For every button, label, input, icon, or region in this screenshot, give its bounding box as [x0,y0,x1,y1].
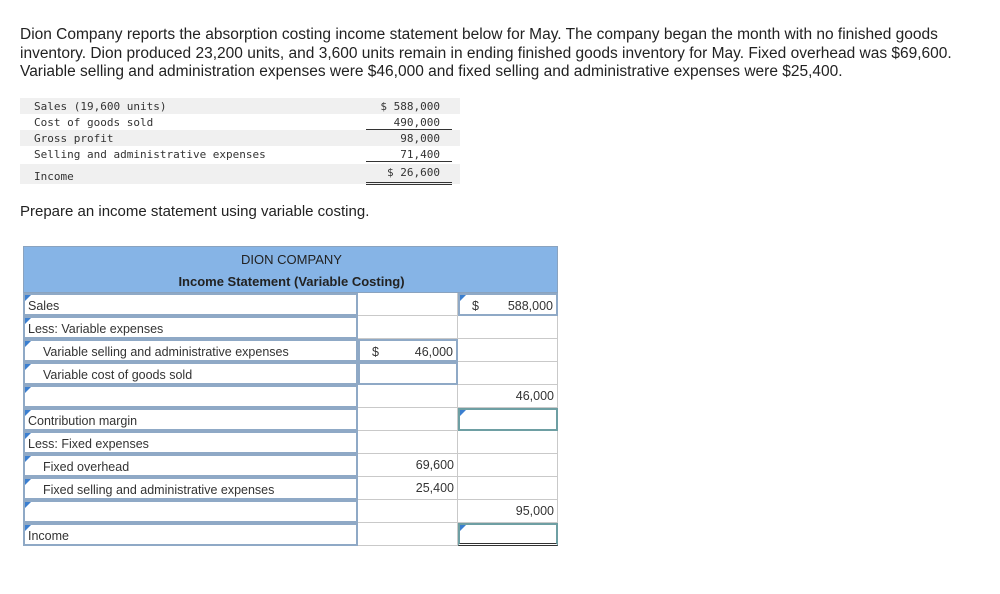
amount-cell [458,454,558,477]
flag-marker [25,364,31,370]
statement-row [23,316,558,339]
flag-marker [460,295,466,301]
amount-cell [358,293,458,316]
account-input[interactable] [23,362,358,385]
given-label: Sales (19,600 units) [34,100,167,113]
amount-cell [358,316,458,339]
statement-header [23,246,558,293]
amount-cell [358,385,458,408]
instruction-text: Prepare an income statement using variable costing. [20,203,370,220]
given-row [20,114,460,130]
given-amount: 490,000 [393,116,440,129]
underline-rule [366,182,452,183]
account-input[interactable] [23,500,358,523]
dollar-sign: $ [472,299,479,313]
amount-value: 95,000 [515,504,554,518]
statement-row [23,500,558,523]
statement-row [23,454,558,477]
statement-row [23,362,558,385]
amount-cell [458,339,558,362]
given-amount: 98,000 [400,132,440,145]
account-input[interactable] [23,385,358,408]
account-label: Sales [28,299,60,313]
problem-intro: Dion Company reports the absorption costing income statement below for May. The company began the month with no finished goods inventory. Dion produced 23,200 units, and 3,600 units remain in ending finished goods inventory for May. Fixed overhead was $69,600. Variable selling and administration expenses were $46,000 and fixed selling and administrative expenses were $25,400. [20,26,952,80]
amount-cell [458,316,558,339]
statement-row [23,293,558,316]
amount-input[interactable] [458,408,558,431]
account-label: Contribution margin [28,414,138,428]
absorption-income-statement [20,98,460,184]
account-input[interactable] [23,293,358,316]
amount-cell [458,362,558,385]
underline-rule [366,184,452,185]
flag-marker [25,387,31,393]
given-label: Selling and administrative expenses [34,148,266,161]
statement-row [23,431,558,454]
amount-cell [358,500,458,523]
given-amount: 71,400 [400,148,440,161]
income-amount-input[interactable] [458,523,558,546]
flag-marker [460,525,466,531]
given-row [20,98,460,114]
flag-marker [25,502,31,508]
amount-value: 588,000 [507,299,553,313]
company-name: DION COMPANY [241,252,342,267]
account-label: Variable selling and administrative expenses [43,345,289,359]
statement-title: Income Statement (Variable Costing) [178,274,405,289]
amount-cell [358,477,458,500]
statement-row [23,477,558,500]
amount-cell [458,477,558,500]
amount-value: 25,400 [415,481,454,495]
given-row [20,146,460,162]
amount-input[interactable] [458,293,558,316]
flag-marker [25,341,31,347]
account-label: Less: Fixed expenses [28,437,149,451]
flag-marker [25,479,31,485]
account-input[interactable] [23,454,358,477]
given-row [20,130,460,146]
given-row [20,164,460,184]
amount-input[interactable] [358,339,458,362]
amount-cell [358,408,458,431]
given-label: Cost of goods sold [34,116,154,129]
amount-cell [458,431,558,454]
given-label: Income [34,170,74,183]
statement-row [23,385,558,408]
amount-value: 46,000 [515,389,554,403]
flag-marker [25,456,31,462]
statement-row [23,523,558,546]
given-label: Gross profit [34,132,114,145]
account-input[interactable] [23,523,358,546]
account-label: Fixed overhead [43,460,130,474]
amount-input[interactable] [358,362,458,385]
amount-cell [458,385,558,408]
account-label: Less: Variable expenses [28,322,164,336]
statement-row [23,339,558,362]
account-input[interactable] [23,339,358,362]
dollar-sign: $ [372,345,379,359]
flag-marker [460,410,466,416]
given-amount: $ 26,600 [387,166,440,179]
amount-cell [458,500,558,523]
amount-value: 46,000 [414,345,453,359]
amount-cell [358,431,458,454]
statement-row [23,408,558,431]
account-label: Variable cost of goods sold [43,368,193,382]
account-label: Fixed selling and administrative expenses [43,483,275,497]
account-input[interactable] [23,431,358,454]
variable-costing-statement [23,246,558,546]
account-input[interactable] [23,477,358,500]
account-input[interactable] [23,316,358,339]
amount-cell [358,454,458,477]
amount-cell [358,523,458,546]
account-label: Income [28,529,69,543]
underline-rule [366,161,452,162]
given-amount: $ 588,000 [380,100,440,113]
account-input[interactable] [23,408,358,431]
amount-value: 69,600 [415,458,454,472]
